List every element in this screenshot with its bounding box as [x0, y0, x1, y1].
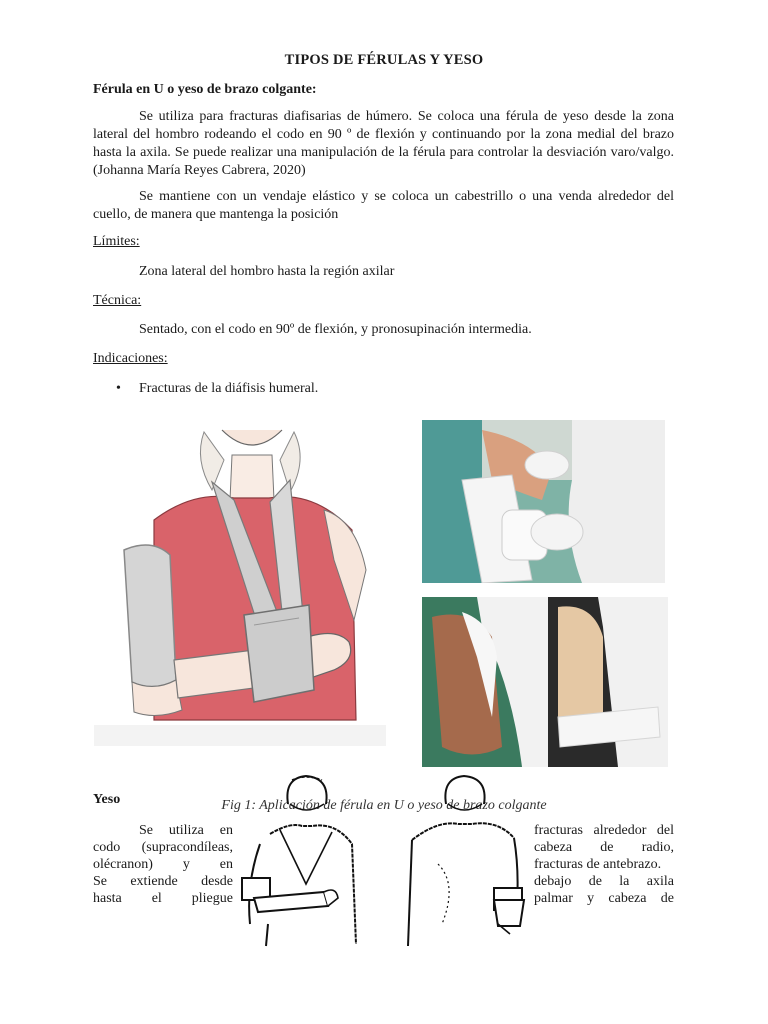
word: olécranon) — [93, 857, 153, 872]
left-line-5 — [93, 890, 233, 907]
photo-applying-bandage — [422, 420, 665, 583]
word: hasta — [93, 891, 122, 906]
sling-illustration-svg — [94, 420, 386, 746]
word: en — [219, 857, 233, 872]
word: extiende — [130, 874, 178, 889]
left-line-3 — [93, 856, 233, 873]
sling-illustration — [94, 420, 386, 746]
paragraph-description-text: Se utiliza para fracturas diafisarias de húmero. Se coloca una férula de yeso desde la zona lateral del hombro rodeando el codo en 90 º de flexión y continuando por la zona medial del brazo hasta la axila. Se puede realizar una manipulación de la férula para controlar la desviación varo/valgo. (Johanna María Reyes Cabrera, 2020) — [93, 109, 674, 178]
indicacion-item: Fracturas de la diáfisis humeral. — [139, 381, 319, 396]
document-title: TIPOS DE FÉRULAS Y YESO — [284, 52, 484, 68]
cast-drawing-front — [240, 774, 368, 950]
word: alrededor — [593, 823, 647, 838]
left-line-4 — [93, 873, 233, 890]
indicaciones-label: Indicaciones: — [93, 351, 168, 366]
word: el — [151, 891, 162, 906]
word: (supracondíleas, — [141, 840, 233, 855]
right-line-2 — [534, 839, 674, 856]
word: del — [656, 823, 674, 838]
right-line-4 — [534, 873, 674, 890]
word: y — [587, 891, 595, 906]
paragraph-description — [93, 108, 674, 180]
word: la — [619, 874, 630, 889]
cast-drawing-back — [398, 774, 528, 950]
word: radio, — [641, 840, 674, 855]
left-line-1 — [93, 822, 233, 839]
photo-arm-splint — [422, 597, 548, 767]
limites-text: Zona lateral del hombro hasta la región axilar — [139, 264, 395, 279]
bullet-icon: • — [116, 381, 121, 396]
word: palmar — [534, 891, 573, 906]
word: axila — [646, 874, 674, 889]
left-line-2 — [93, 839, 233, 856]
right-line-1 — [534, 822, 674, 839]
right-column-text — [534, 822, 674, 907]
word: fracturas de antebrazo. — [534, 857, 662, 872]
word: cabeza — [608, 891, 647, 906]
photo-arm-cast — [548, 597, 668, 767]
word: de — [600, 840, 614, 855]
photo-arm-cast-svg — [548, 597, 668, 767]
paragraph-maintenance — [93, 188, 674, 224]
word: en — [219, 823, 233, 838]
figure-caption: Fig 1: Aplicación de férula en U o yeso de brazo colgante — [221, 798, 547, 813]
section-heading-yeso: Yeso — [93, 792, 121, 807]
word: utiliza — [168, 823, 204, 838]
left-column-text — [93, 822, 233, 907]
word: pliegue — [191, 891, 233, 906]
word: debajo — [534, 874, 572, 889]
paragraph-maintenance-text: Se mantiene con un vendaje elástico y se coloca un cabestrillo o una venda alrededor del cuello, de manera que mantenga la posición — [93, 189, 674, 222]
right-line-3 — [534, 856, 674, 873]
tecnica-label: Técnica: — [93, 293, 142, 308]
photo-applying-bandage-svg — [422, 420, 665, 583]
cast-drawing-back-svg — [398, 774, 528, 950]
word: y — [182, 857, 190, 872]
right-line-5 — [534, 890, 674, 907]
word: de — [660, 891, 674, 906]
word: codo — [93, 840, 121, 855]
tecnica-text: Sentado, con el codo en 90º de flexión, y pronosupinación intermedia. — [139, 322, 532, 337]
word: Se — [139, 823, 153, 838]
word: cabeza — [534, 840, 573, 855]
word: Se — [93, 874, 107, 889]
word: desde — [201, 874, 233, 889]
photo-arm-splint-svg — [422, 597, 548, 767]
section-heading-ferula-u: Férula en U o yeso de brazo colgante: — [93, 82, 317, 97]
cast-drawing-front-svg — [240, 774, 368, 950]
limites-label: Límites: — [93, 234, 140, 249]
word: fracturas — [534, 823, 583, 838]
word: de — [588, 874, 602, 889]
